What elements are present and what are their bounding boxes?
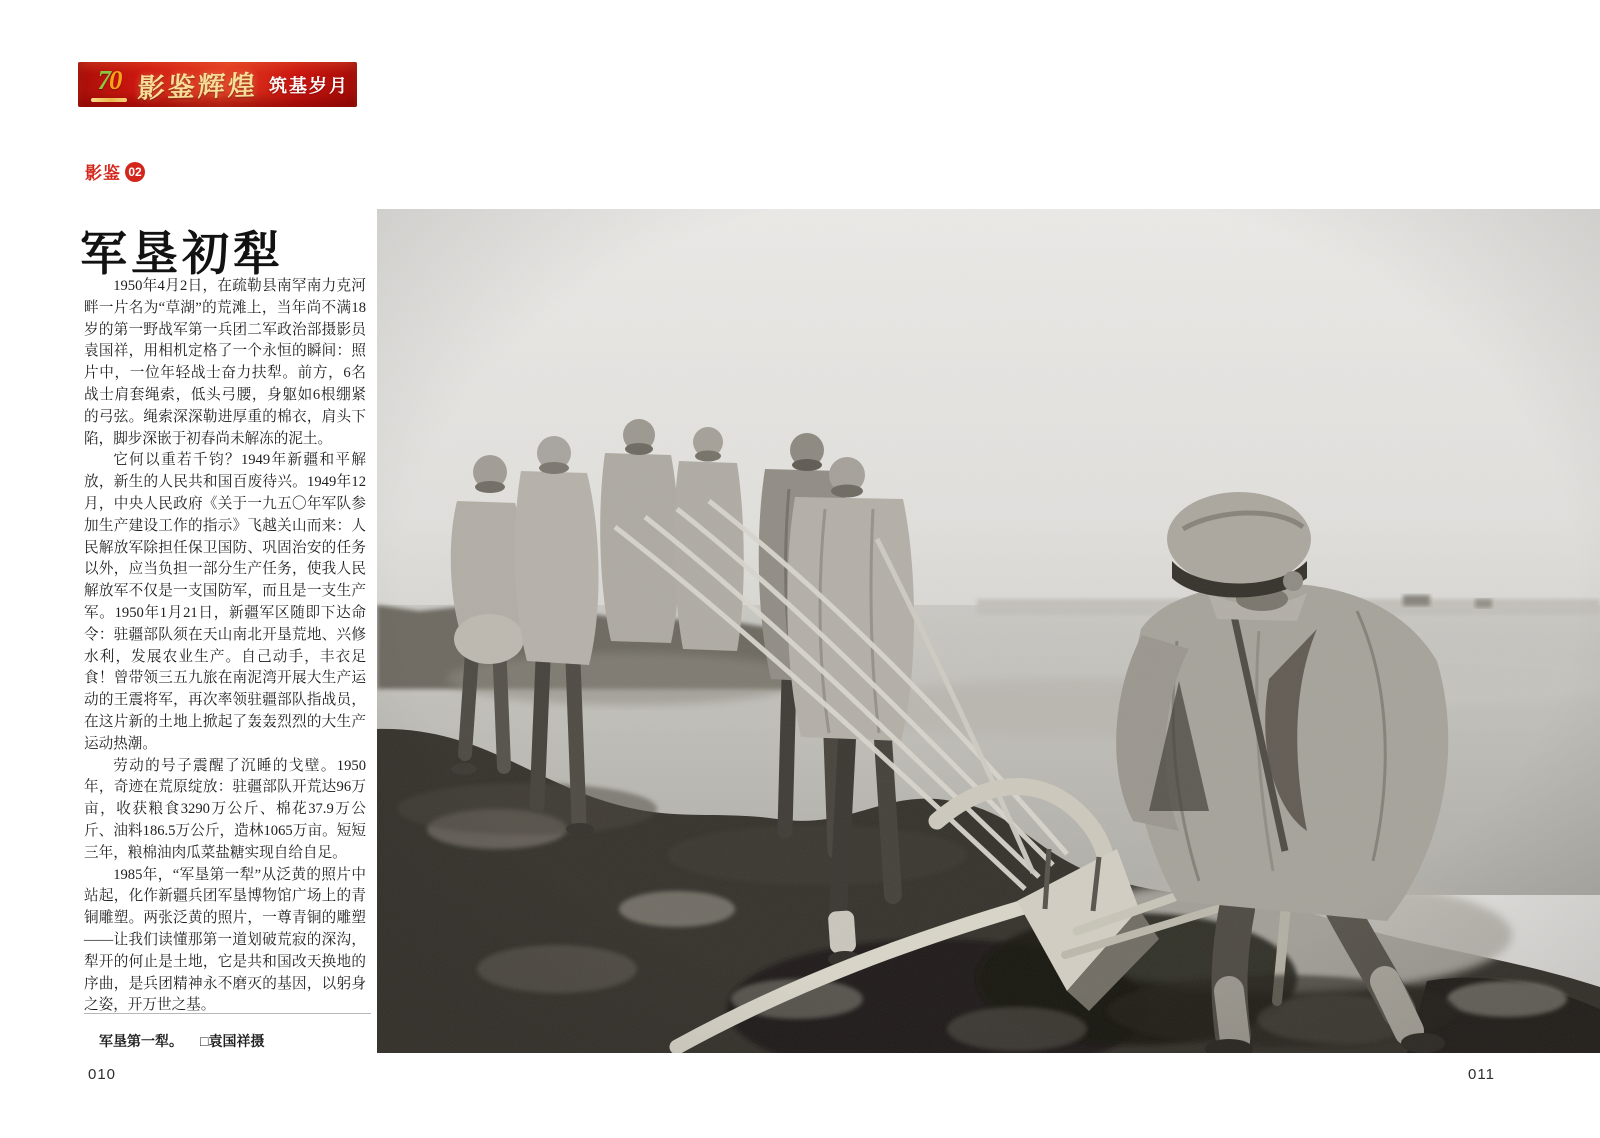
anniversary-70-logo: [91, 65, 127, 102]
section-header: [85, 159, 145, 184]
section-number-badge: 02: [125, 162, 145, 182]
page-number-right: 011: [1468, 1066, 1495, 1083]
photo-grain: [377, 209, 1600, 1053]
photo-caption: 军垦第一犁。: [99, 1033, 183, 1049]
photo-caption-row: [99, 1031, 264, 1051]
page-number-left: 010: [88, 1066, 117, 1083]
body-paragraph: 1985年，“军垦第一犁”从泛黄的照片中站起，化作新疆兵团军垦博物馆广场上的青铜雕塑。两张泛黄的照片，一尊青铜的雕塑——让我们读懂那第一道划破荒寂的深沟，犁开的何止是土地，它是共和国改天换地的序曲，是兵团精神永不磨灭的基因，以躬身之姿，开万世之基。: [84, 866, 366, 1014]
article-title: 军垦初犁: [80, 229, 284, 282]
header-banner: [78, 62, 357, 107]
body-paragraph: 它何以重若千钧？1949年新疆和平解放，新生的人民共和国百废待兴。1949年12月，中央人民政府《关于一九五〇年军队参加生产建设工作的指示》飞越关山而来：人民解放军除担任保卫国防、巩固治安的任务以外，应当负担一部分生产任务，使我人民解放军不仅是一支国防军，而且是一支生产军。1950年1月21日，新疆军区随即下达命令：驻疆部队须在天山南北开垦荒地、兴修水利，发展农业生产。自己动手，丰衣足食！曾带领三五九旅在南泥湾开展大生产运动的王震将军，再次率领驻疆部队指战员，在这片新的土地上掀起了轰轰烈烈的大生产运动热潮。: [84, 452, 366, 752]
photo-credit: □袁国祥摄: [200, 1033, 265, 1049]
body-paragraph: 1950年4月2日，在疏勒县南罕南力克河畔一片名为“草湖”的荒滩上，当年尚不满18岁的第一野战军第一兵团二军政治部摄影员袁国祥，用相机定格了一个永恒的瞬间：照片中，一位年轻战士奋力扶犁。前方，6名战士肩套绳索，低头弓腰，身躯如6根绷紧的弓弦。绳索深深勒进厚重的棉衣，肩头下陷，脚步深嵌于初春尚未解冻的泥土。: [84, 278, 366, 447]
caption-divider: [84, 1013, 371, 1014]
logo-70-text: 70: [97, 65, 121, 95]
banner-subtitle: 筑基岁月: [269, 75, 349, 96]
photo-scene: [377, 209, 1600, 1053]
body-paragraph: 劳动的号子震醒了沉睡的戈壁。1950年，奇迹在荒原绽放：驻疆部队开荒达96万亩，收获粮食3290万公斤、棉花37.9万公斤、油料186.5万公斤，造林1065万亩。短短三年，粮棉油肉瓜菜盐糖实现自给自足。: [84, 757, 366, 861]
section-label: 影鉴: [85, 164, 121, 183]
article-photo: [377, 209, 1600, 1053]
banner-title: 影鉴辉煌: [136, 70, 259, 104]
logo-ribbon: [91, 98, 127, 102]
article-body: [84, 276, 366, 1017]
